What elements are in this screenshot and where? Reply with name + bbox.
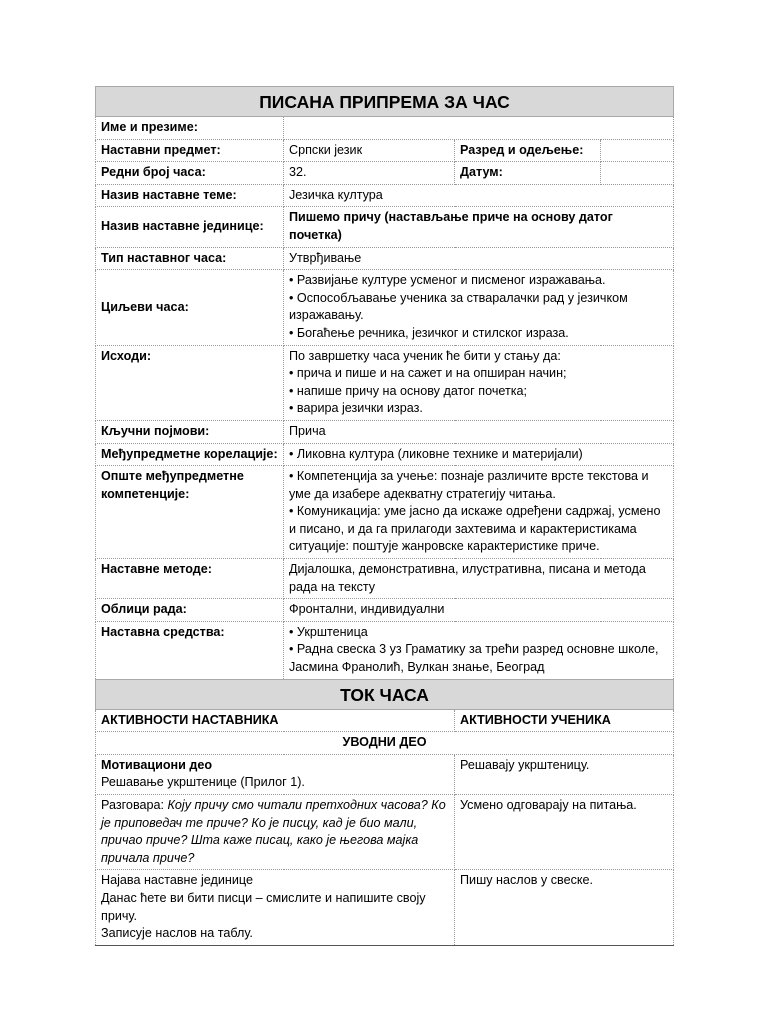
intro-section-header: УВОДНИ ДЕО — [96, 732, 674, 755]
row-lesson-number — [96, 162, 674, 185]
outcome-item: По завршетку часа ученик ће бити у стању да: — [289, 348, 561, 363]
unit-value-text: Пишемо причу (настављање приче на основу датог почетка) — [289, 210, 613, 242]
goal-item: • Оспособљавање ученика за стваралачки рад у језичком изражавању. — [289, 290, 628, 323]
row-unit — [96, 207, 674, 247]
competences-label: Опште међупредметне компетенције: — [96, 466, 284, 559]
row-type — [96, 247, 674, 270]
unit-label: Назив наставне јединице: — [96, 207, 284, 247]
correlation-value[interactable]: • Ликовна култура (ликовне технике и материјали) — [284, 443, 674, 466]
name-label: Име и презиме: — [96, 117, 284, 140]
subject-value[interactable]: Српски језик — [284, 139, 455, 162]
row-forms — [96, 599, 674, 622]
motivation-title: Мотивациони део — [101, 757, 213, 772]
outcome-item: • прича и пише и на сажет и на опширан начин; — [289, 366, 567, 381]
row-keywords — [96, 420, 674, 443]
announcement-line: Данас ћете ви бити писци – смислите и напишите своју причу. — [101, 890, 426, 923]
type-label: Тип наставног часа: — [96, 247, 284, 270]
goal-item: • Развијање културе усменог и писменог изражавања. — [289, 273, 606, 288]
date-value[interactable] — [601, 162, 674, 185]
announcement-line: Најава наставне јединице — [101, 873, 253, 888]
type-value[interactable]: Утврђивање — [284, 247, 674, 270]
subject-label: Наставни предмет: — [96, 139, 284, 162]
methods-label: Наставне методе: — [96, 559, 284, 599]
row-goals — [96, 270, 674, 345]
conversation-prefix: Разговара: — [101, 798, 168, 812]
name-value[interactable] — [284, 117, 674, 140]
means-item: • Укрштеница — [289, 624, 368, 639]
announcement-line: Записује наслов на таблу. — [101, 926, 253, 941]
forms-value[interactable]: Фронтални, индивидуални — [284, 599, 674, 622]
grade-label: Разред и одељење: — [455, 139, 601, 162]
student-activity-announcement[interactable]: Пишу наслов у свеске. — [455, 870, 674, 945]
theme-label: Назив наставне теме: — [96, 184, 284, 207]
competences-value[interactable] — [284, 466, 674, 559]
row-subject — [96, 139, 674, 162]
flow-column-headers — [96, 709, 674, 732]
teacher-activity-motivation[interactable] — [96, 754, 455, 794]
forms-label: Облици рада: — [96, 599, 284, 622]
teacher-activities-header: АКТИВНОСТИ НАСТАВНИКА — [96, 709, 455, 732]
row-means — [96, 621, 674, 679]
row-correlation — [96, 443, 674, 466]
unit-value[interactable] — [284, 207, 674, 247]
grade-value[interactable] — [601, 139, 674, 162]
conversation-questions: Коју причу смо читали претходних часова? Ко је приповедач те приче? Ко је писцу, кад је био мали, причао приче? Шта каже писац, како је његова мајка причала приче? — [101, 798, 446, 865]
student-activity-conversation[interactable]: Усмено одговарају на питања. — [455, 795, 674, 870]
outcomes-label: Исходи: — [96, 345, 284, 420]
teacher-activity-announcement[interactable] — [96, 870, 455, 945]
document-title: ПИСАНА ПРИПРЕМА ЗА ЧАС — [96, 87, 674, 117]
methods-value[interactable]: Дијалошка, демонстративна, илустративна, писана и метода рада на тексту — [284, 559, 674, 599]
row-outcomes — [96, 345, 674, 420]
intro-section-row — [96, 732, 674, 755]
lesson-plan-table — [95, 86, 674, 946]
means-item: • Радна свеска 3 уз Граматику за трећи разред основне школе, Јасмина Франолић, Вулкан знање, Београд — [289, 642, 659, 675]
goals-value[interactable] — [284, 270, 674, 345]
flow-row-conversation — [96, 795, 674, 870]
theme-value[interactable]: Језичка култура — [284, 184, 674, 207]
motivation-text: Решавање укрштенице (Прилог 1). — [101, 775, 305, 790]
outcomes-value[interactable] — [284, 345, 674, 420]
student-activities-header: АКТИВНОСТИ УЧЕНИКА — [455, 709, 674, 732]
student-activity-motivation[interactable]: Решавају укрштеницу. — [455, 754, 674, 794]
flow-row-announcement — [96, 870, 674, 945]
lesson-plan-document — [95, 86, 673, 946]
competence-item: • Компетенција за учење: познаје различите врсте текстова и уме да изабере адекватну стратегију читања. — [289, 469, 649, 501]
keywords-label: Кључни појмови: — [96, 420, 284, 443]
lesson-number-label: Редни број часа: — [96, 162, 284, 185]
keywords-value[interactable]: Прича — [284, 420, 674, 443]
goals-label: Циљеви часа: — [96, 270, 284, 345]
means-label: Наставна средства: — [96, 621, 284, 679]
lesson-number-value[interactable]: 32. — [284, 162, 455, 185]
row-theme — [96, 184, 674, 207]
teacher-activity-conversation[interactable] — [96, 795, 455, 870]
means-value[interactable] — [284, 621, 674, 679]
flow-title: ТОК ЧАСА — [96, 679, 674, 709]
row-name — [96, 117, 674, 140]
goal-item: • Богаћење речника, језичког и стилског израза. — [289, 325, 569, 340]
date-label: Датум: — [455, 162, 601, 185]
competence-item: • Комуникација: уме јасно да искаже одређени садржај, усмено и писано, и да га прилагоди захтевима и карактеристикама ситуације: поштује жанровске карактеристике приче. — [289, 504, 661, 554]
outcome-item: • варира језички израз. — [289, 401, 423, 416]
flow-row-motivation — [96, 754, 674, 794]
outcome-item: • напише причу на основу датог почетка; — [289, 383, 528, 398]
row-methods — [96, 559, 674, 599]
correlation-label: Међупредметне корелације: — [96, 443, 284, 466]
row-competences — [96, 466, 674, 559]
